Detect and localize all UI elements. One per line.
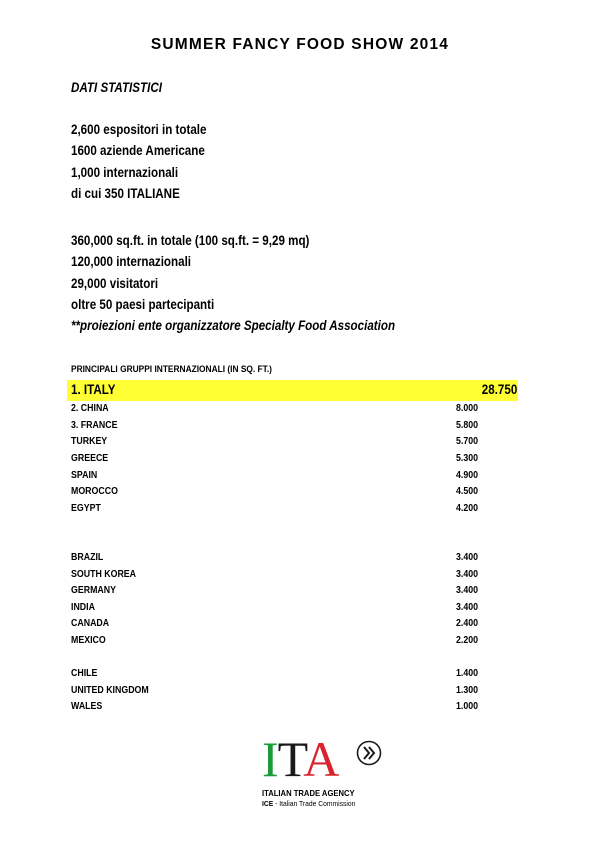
stat-line: 1600 aziende Americane <box>71 143 205 159</box>
table-row <box>71 403 478 419</box>
country-name: 3. FRANCE <box>71 420 118 431</box>
stat-line: 1,000 internazionali <box>71 164 179 180</box>
country-value: 5.700 <box>455 436 478 447</box>
logo-letter-t: T <box>277 731 304 787</box>
country-value: 4.500 <box>455 486 478 497</box>
country-value: 3.400 <box>455 585 478 596</box>
country-value: 4.200 <box>455 503 478 514</box>
country-value: 3.400 <box>455 602 478 613</box>
country-value: 5.300 <box>455 453 478 464</box>
country-name: SOUTH KOREA <box>71 569 137 580</box>
country-name: WALES <box>71 701 103 712</box>
country-name: BRAZIL <box>71 552 104 563</box>
stat-line: 360,000 sq.ft. in totale (100 sq.ft. = 9,29 mq) <box>71 233 310 248</box>
table-row <box>71 635 478 651</box>
table-row <box>71 585 478 601</box>
logo-letter-i: I <box>262 731 278 787</box>
country-name: GREECE <box>71 453 109 464</box>
table-row <box>71 420 478 436</box>
stat-line: 120,000 internazionali <box>71 254 192 270</box>
agency-subname <box>262 799 355 808</box>
country-value: 2.400 <box>455 618 478 629</box>
country-value: 1.000 <box>455 701 478 712</box>
highlight-country-value: 28.750 <box>481 382 517 397</box>
country-value: 3.400 <box>455 569 478 580</box>
agency-subname-rest: - Italian Trade Commission <box>273 799 356 808</box>
stat-line: 2,600 espositori in totale <box>71 122 207 137</box>
stat-line: oltre 50 paesi partecipanti <box>71 296 215 312</box>
table-row <box>71 436 478 452</box>
table-row <box>71 503 478 519</box>
country-name: INDIA <box>71 602 95 613</box>
country-value: 5.800 <box>455 420 478 431</box>
table-row <box>71 569 478 585</box>
country-name: SPAIN <box>71 470 98 481</box>
ita-logo-letters <box>262 731 339 787</box>
arrows-emblem-icon <box>356 740 382 766</box>
country-value: 2.200 <box>455 635 478 646</box>
country-name: EGYPT <box>71 503 101 514</box>
agency-name: ITALIAN TRADE AGENCY <box>262 788 355 798</box>
table-row <box>71 453 478 469</box>
stat-line: 29,000 visitatori <box>71 275 159 291</box>
country-name: CHILE <box>71 668 98 679</box>
table-row <box>71 470 478 486</box>
table-row <box>71 552 478 568</box>
country-name: CANADA <box>71 618 110 629</box>
table-row <box>71 618 478 634</box>
country-value: 1.300 <box>455 685 478 696</box>
space-stats <box>71 230 395 336</box>
country-name: MOROCCO <box>71 486 118 497</box>
stat-line: di cui 350 ITALIANE <box>71 185 180 201</box>
highlight-country-name: 1. ITALY <box>71 382 116 397</box>
table-caption: PRINCIPALI GRUPPI INTERNAZIONALI (IN SQ. FT.) <box>71 364 272 375</box>
table-row <box>71 486 478 502</box>
logo-letter-a: A <box>303 731 339 787</box>
country-value: 1.400 <box>455 668 478 679</box>
exhibitor-stats <box>71 119 207 204</box>
table-row <box>71 668 478 684</box>
italy-highlight-bar <box>67 380 518 401</box>
source-note: **proiezioni ente organizzatore Specialty Food Association <box>71 318 396 334</box>
country-value: 8.000 <box>455 403 478 414</box>
table-row <box>71 701 478 717</box>
table-row <box>71 685 478 701</box>
page-title: SUMMER FANCY FOOD SHOW 2014 <box>150 36 450 53</box>
table-row <box>71 602 478 618</box>
ita-logo <box>262 731 392 816</box>
country-value: 4.900 <box>455 470 478 481</box>
agency-subname-bold: ICE <box>262 799 274 808</box>
section-subtitle: DATI STATISTICI <box>71 80 162 95</box>
country-name: GERMANY <box>71 585 116 596</box>
country-value: 3.400 <box>455 552 478 563</box>
country-name: TURKEY <box>71 436 108 447</box>
country-name: MEXICO <box>71 635 106 646</box>
country-name: 2. CHINA <box>71 403 109 414</box>
country-name: UNITED KINGDOM <box>71 685 149 696</box>
